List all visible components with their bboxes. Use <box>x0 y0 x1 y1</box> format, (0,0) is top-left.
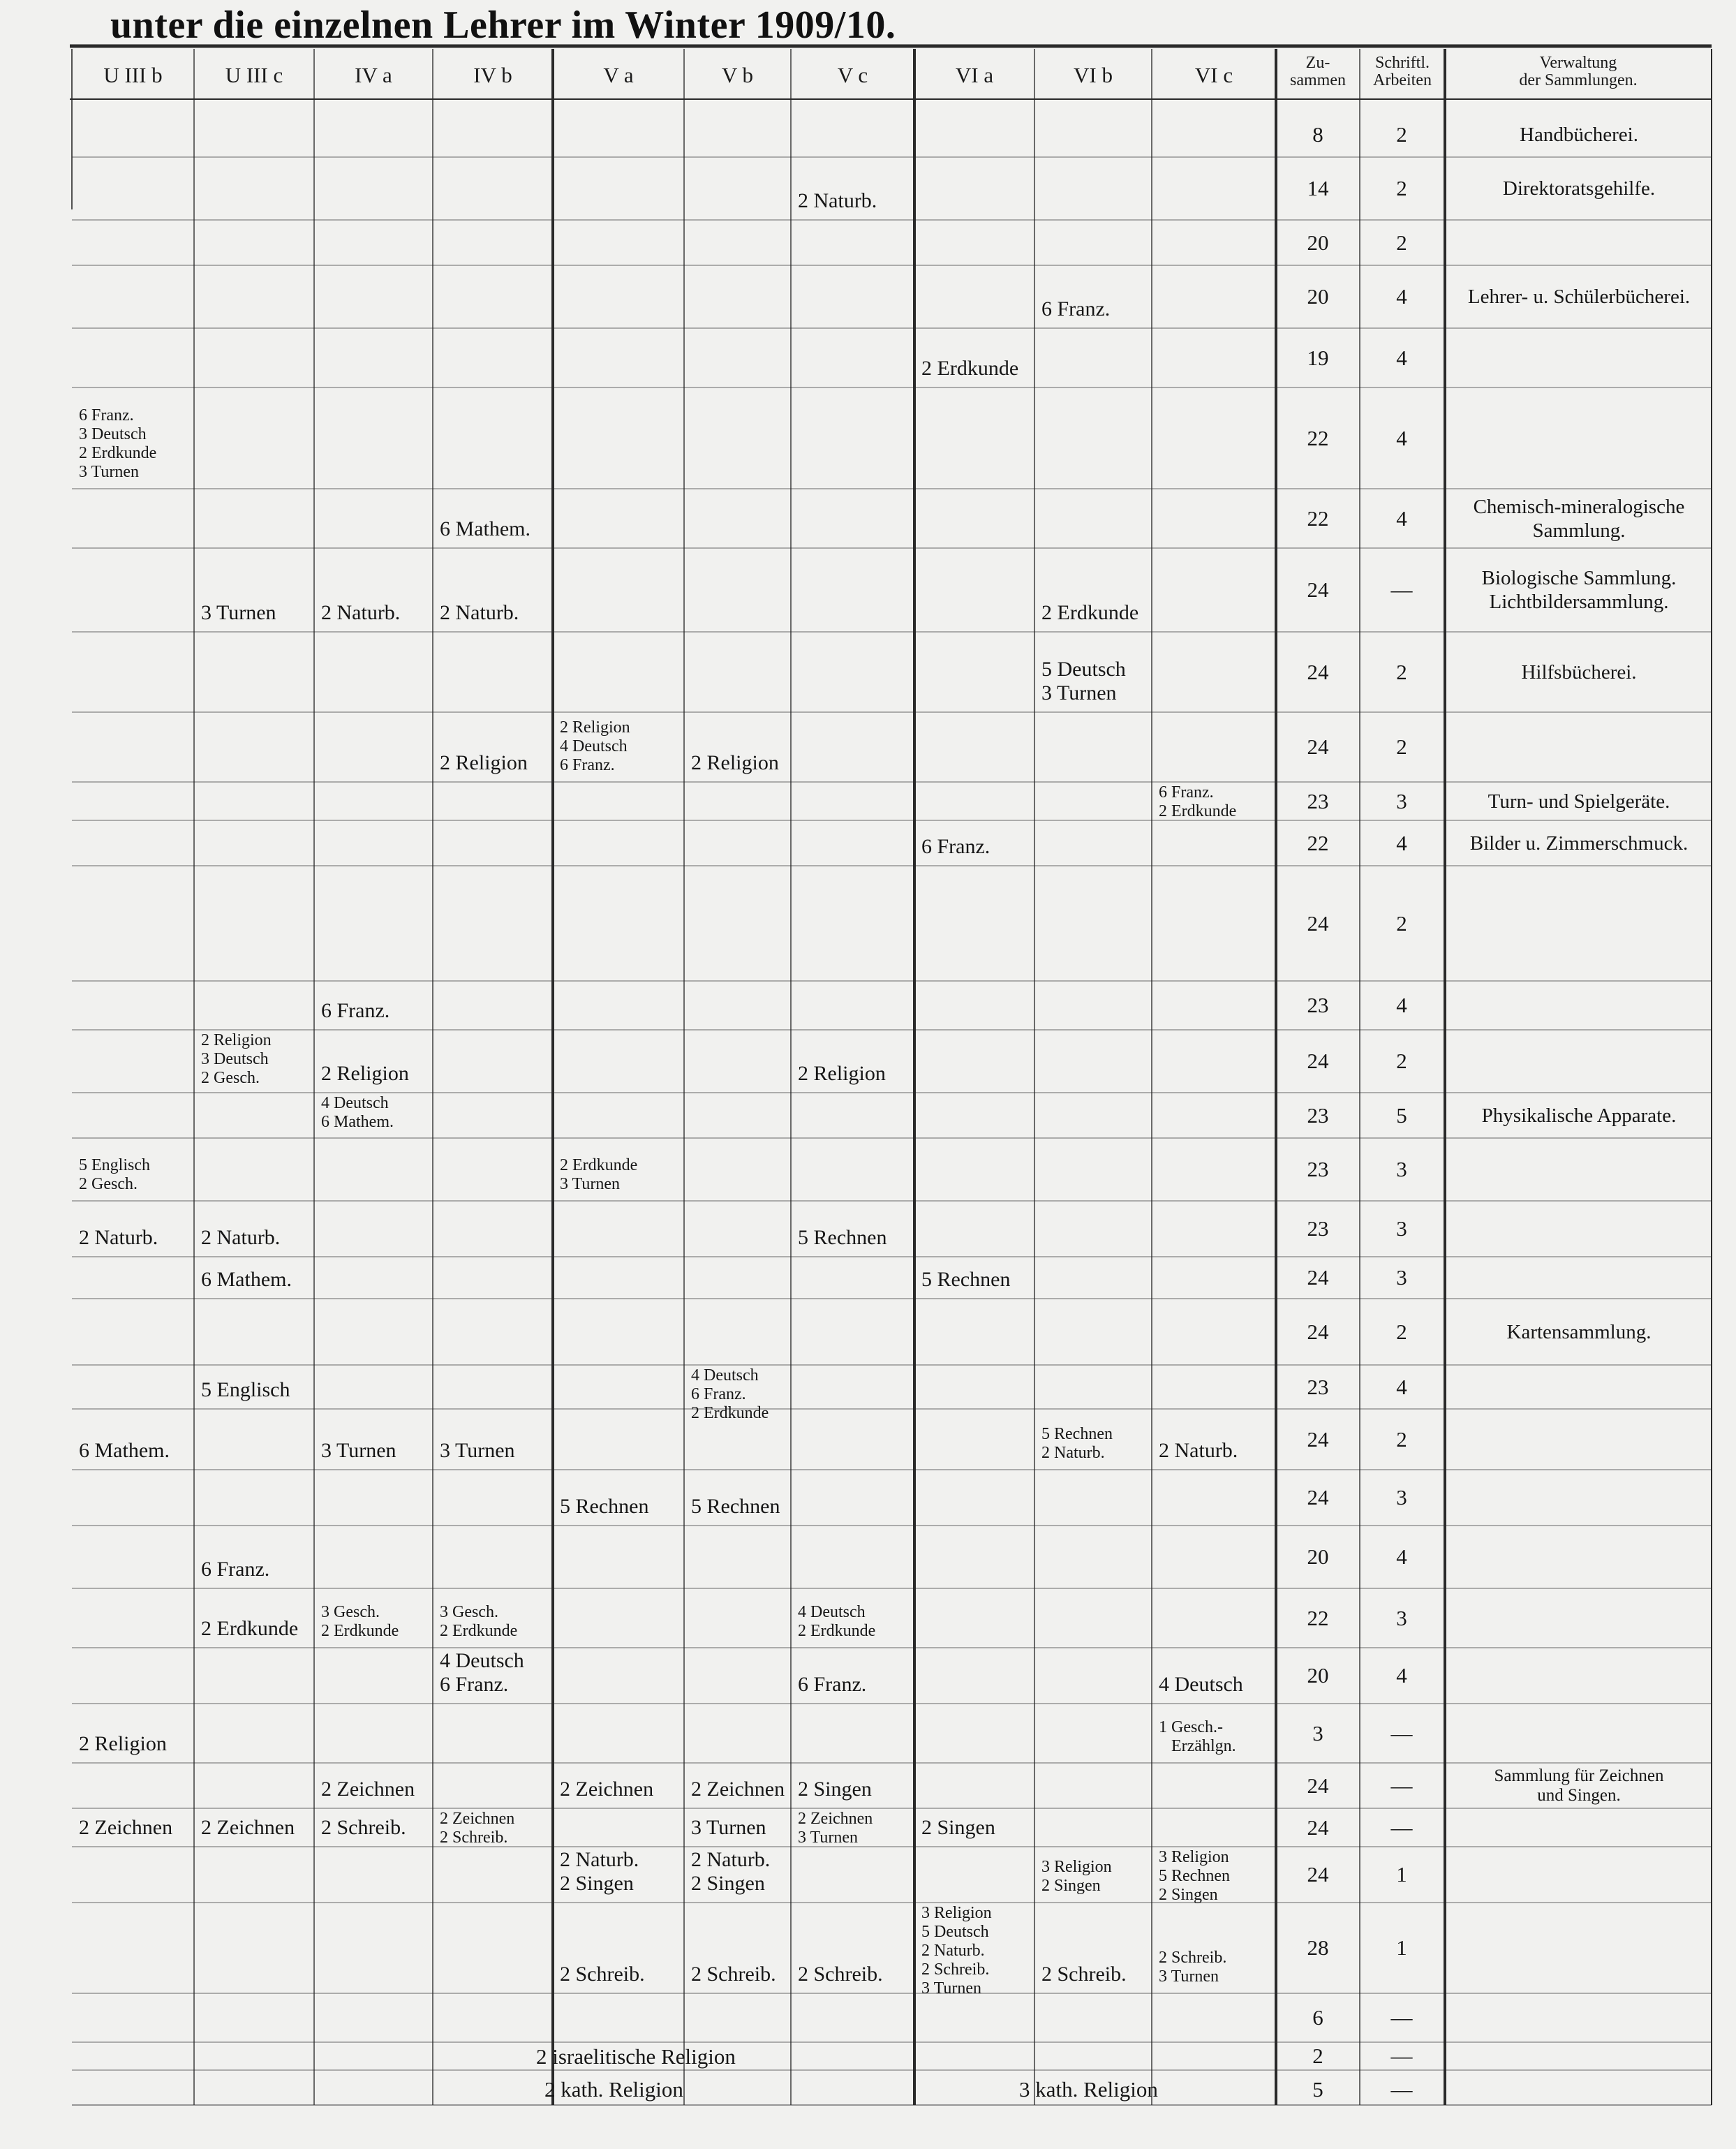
table-cell: 6 Franz. <box>798 1673 867 1696</box>
table-cell: 2 Schreib. <box>321 1816 406 1839</box>
table-cell: 5 Rechnen <box>560 1495 649 1518</box>
collection-admin: Handbücherei. <box>1520 123 1638 146</box>
total-hours: 23 <box>1307 1216 1329 1241</box>
total-hours: 24 <box>1307 1773 1329 1798</box>
written-work-count: 2 <box>1396 1426 1407 1452</box>
total-hours: 22 <box>1307 425 1329 450</box>
collection-admin: Chemisch-mineralogische Sammlung. <box>1473 495 1685 542</box>
total-hours: 24 <box>1307 734 1329 759</box>
column-header: V c <box>837 63 868 87</box>
written-work-count: 4 <box>1396 425 1407 450</box>
written-work-count: — <box>1390 577 1413 602</box>
table-cell: 2 Singen <box>798 1778 872 1801</box>
written-work-count: 3 <box>1396 1605 1407 1630</box>
collection-admin: Direktoratsgehilfe. <box>1502 177 1656 200</box>
footer-catholic-religion-right: 3 kath. Religion <box>1019 2077 1158 2102</box>
table-cell: 2 Religion 3 Deutsch 2 Gesch. <box>201 1031 272 1087</box>
table-cell: 3 Religion 2 Singen <box>1041 1858 1112 1895</box>
written-work-count: 3 <box>1396 1265 1407 1290</box>
table-cell: 6 Franz. <box>201 1558 270 1581</box>
table-cell: 2 Erdkunde <box>1041 601 1139 624</box>
column-header: Schriftl. Arbeiten <box>1373 54 1432 89</box>
table-cell: 2 Naturb. 2 Singen <box>691 1848 771 1895</box>
collection-admin: Bilder u. Zimmerschmuck. <box>1469 832 1689 855</box>
total-hours: 22 <box>1307 1605 1329 1630</box>
written-work-count: 1 <box>1396 1862 1407 1886</box>
collection-admin: Turn- und Spielgeräte. <box>1488 790 1670 813</box>
table-cell: 4 Deutsch <box>1159 1673 1243 1696</box>
total-hours: 19 <box>1307 345 1329 370</box>
collection-admin: Sammlung für Zeichnen und Singen. <box>1494 1766 1664 1805</box>
total-hours: 14 <box>1307 176 1329 200</box>
written-work-count: 4 <box>1396 993 1407 1017</box>
table-cell: 2 Schreib. <box>1041 1963 1127 1986</box>
collection-admin: Hilfsbücherei. <box>1521 660 1637 684</box>
collection-admin: Kartensammlung. <box>1506 1320 1652 1343</box>
table-cell: 3 Turnen <box>201 601 276 624</box>
table-cell: 2 Schreib. <box>691 1963 776 1986</box>
written-work-count: 3 <box>1396 1485 1407 1509</box>
written-work-count: 4 <box>1396 505 1407 531</box>
written-work-count: 4 <box>1396 1544 1407 1569</box>
total-hours: 23 <box>1307 993 1329 1017</box>
total-hours: 23 <box>1307 788 1329 813</box>
table-cell: 6 Mathem. <box>201 1268 292 1291</box>
total-hours: 22 <box>1307 830 1329 855</box>
table-cell: 2 Religion <box>440 751 528 774</box>
table-cell: 2 Naturb. 2 Singen <box>560 1848 639 1895</box>
written-work-count: 1 <box>1396 1935 1407 1960</box>
table-cell: 2 Religion <box>798 1062 886 1085</box>
written-work-count: 3 <box>1396 788 1407 813</box>
table-cell: 2 Naturb. <box>321 601 401 624</box>
total-hours: 20 <box>1307 1663 1329 1688</box>
total-hours: 24 <box>1307 577 1329 602</box>
table-cell: 2 Erdkunde <box>201 1617 299 1640</box>
total-hours: 23 <box>1307 1102 1329 1128</box>
table-cell: 2 Schreib. <box>798 1963 883 1986</box>
table-cell: 3 Religion 5 Deutsch 2 Naturb. 2 Schreib. 3 Turnen <box>921 1904 992 1997</box>
table-cell: 2 Naturb. <box>798 189 877 212</box>
written-work-count: 4 <box>1396 830 1407 855</box>
table-cell: 6 Franz. 3 Deutsch 2 Erdkunde 3 Turnen <box>79 406 157 481</box>
table-cell: 5 Rechnen 2 Naturb. <box>1041 1425 1113 1462</box>
table-cell: 2 Erdkunde 3 Turnen <box>560 1156 638 1193</box>
table-cell: 2 Zeichnen <box>691 1778 785 1801</box>
table-cell: 5 Englisch 2 Gesch. <box>79 1156 150 1193</box>
column-header: VI c <box>1194 63 1233 87</box>
table-cell: 2 Zeichnen <box>201 1816 295 1839</box>
column-header: Zu- sammen <box>1290 54 1346 89</box>
table-cell: 4 Deutsch 6 Mathem. <box>321 1094 394 1131</box>
written-work-count: 5 <box>1396 1102 1407 1128</box>
table-cell: 6 Mathem. <box>440 517 531 540</box>
total-hours: 24 <box>1307 1426 1329 1452</box>
footer-israelite-religion: 2 israelitische Religion <box>536 2044 736 2069</box>
table-cell: 5 Rechnen <box>691 1495 780 1518</box>
column-header: VI a <box>955 63 994 87</box>
table-cell: 3 Religion 5 Rechnen 2 Singen <box>1159 1848 1230 1904</box>
column-header: Verwaltung der Sammlungen. <box>1519 54 1638 89</box>
table-cell: 6 Franz. <box>321 999 390 1022</box>
total-hours: 24 <box>1307 1319 1329 1344</box>
footer-catholic-religion-left: 2 kath. Religion <box>544 2077 683 2102</box>
written-work-count: — <box>1390 2044 1413 2068</box>
written-work-count: 4 <box>1396 284 1407 309</box>
table-cell: 2 Erdkunde <box>921 357 1019 380</box>
written-work-count: — <box>1390 1815 1413 1840</box>
column-header: V b <box>721 63 754 87</box>
total-hours: 23 <box>1307 1157 1329 1181</box>
table-cell: 2 Religion <box>79 1732 167 1755</box>
written-work-count: 2 <box>1396 230 1407 255</box>
column-header: VI b <box>1074 63 1113 87</box>
written-work-count: 2 <box>1396 176 1407 200</box>
table-cell: 6 Franz. <box>921 835 991 858</box>
total-hours: 28 <box>1307 1935 1329 1960</box>
total-hours: 20 <box>1307 284 1329 309</box>
written-work-count: — <box>1390 2077 1413 2102</box>
written-work-count: 3 <box>1396 1216 1407 1241</box>
table-cell: 3 Gesch. 2 Erdkunde <box>440 1603 518 1640</box>
table-cell: 3 Turnen <box>691 1816 766 1839</box>
column-header: IV b <box>473 63 512 87</box>
total-hours: 20 <box>1307 1544 1329 1569</box>
total-hours: 3 <box>1312 1720 1323 1745</box>
written-work-count: — <box>1390 2005 1413 2030</box>
total-hours: 2 <box>1312 2044 1323 2068</box>
page-title: unter die einzelnen Lehrer im Winter 1909/10. <box>110 3 896 47</box>
collection-admin: Biologische Sammlung. Lichtbildersammlung. <box>1481 567 1677 613</box>
table-cell: 2 Schreib. <box>560 1963 645 1986</box>
written-work-count: 4 <box>1396 345 1407 370</box>
table-cell: 2 Naturb. <box>79 1226 158 1249</box>
written-work-count: 2 <box>1396 1319 1407 1344</box>
written-work-count: 2 <box>1396 1049 1407 1073</box>
table-cell: 2 Naturb. <box>440 601 519 624</box>
table-cell: 6 Franz. <box>1041 297 1111 320</box>
column-header: V a <box>603 63 634 87</box>
total-hours: 24 <box>1307 1485 1329 1509</box>
table-cell: 2 Zeichnen <box>321 1778 415 1801</box>
total-hours: 23 <box>1307 1374 1329 1399</box>
written-work-count: 3 <box>1396 1157 1407 1181</box>
table-cell: 2 Singen <box>921 1816 995 1839</box>
column-header: IV a <box>355 63 392 87</box>
total-hours: 20 <box>1307 230 1329 255</box>
table-cell: 6 Mathem. <box>79 1439 170 1462</box>
table-cell: 2 Religion <box>321 1062 409 1085</box>
table-cell: 5 Rechnen <box>921 1268 1011 1291</box>
written-work-count: 2 <box>1396 659 1407 684</box>
collection-admin: Lehrer- u. Schülerbücherei. <box>1467 286 1691 308</box>
written-work-count: 4 <box>1396 1663 1407 1688</box>
table-cell: 6 Franz. 2 Erdkunde <box>1159 783 1237 820</box>
table-cell: 2 Schreib. 3 Turnen <box>1159 1949 1227 1986</box>
table-cell: 3 Turnen <box>440 1439 515 1462</box>
table-cell: 1 Gesch.- Erzählgn. <box>1159 1718 1236 1755</box>
column-header: U III c <box>225 63 283 87</box>
table-cell: 4 Deutsch 2 Erdkunde <box>798 1603 876 1640</box>
table-cell: 2 Religion 4 Deutsch 6 Franz. <box>560 718 630 774</box>
table-cell: 2 Zeichnen 3 Turnen <box>798 1810 873 1847</box>
total-hours: 24 <box>1307 659 1329 684</box>
written-work-count: — <box>1390 1773 1413 1798</box>
written-work-count: — <box>1390 1720 1413 1745</box>
table-cell: 5 Rechnen <box>798 1226 887 1249</box>
total-hours: 6 <box>1312 2005 1323 2030</box>
table-cell: 5 Englisch <box>201 1378 290 1401</box>
total-hours: 8 <box>1312 121 1323 147</box>
total-hours: 24 <box>1307 910 1329 936</box>
table-cell: 5 Deutsch 3 Turnen <box>1041 658 1126 704</box>
table-cell: 2 Zeichnen <box>79 1816 173 1839</box>
table-cell: 2 Naturb. <box>201 1226 281 1249</box>
table-cell: 4 Deutsch 6 Franz. 2 Erdkunde <box>691 1366 769 1422</box>
written-work-count: 2 <box>1396 910 1407 936</box>
collection-admin: Physikalische Apparate. <box>1481 1104 1677 1127</box>
written-work-count: 2 <box>1396 734 1407 759</box>
table-cell: 4 Deutsch 6 Franz. <box>440 1649 524 1696</box>
table-cell: 3 Gesch. 2 Erdkunde <box>321 1603 399 1640</box>
table-cell: 2 Religion <box>691 751 779 774</box>
table-cell: 2 Naturb. <box>1159 1439 1238 1462</box>
total-hours: 5 <box>1312 2077 1323 2102</box>
total-hours: 24 <box>1307 1815 1329 1840</box>
total-hours: 24 <box>1307 1862 1329 1886</box>
table-cell: 2 Zeichnen <box>560 1778 654 1801</box>
total-hours: 22 <box>1307 505 1329 531</box>
column-header: U III b <box>103 63 163 87</box>
written-work-count: 4 <box>1396 1374 1407 1399</box>
table-cell: 3 Turnen <box>321 1439 396 1462</box>
total-hours: 24 <box>1307 1265 1329 1290</box>
total-hours: 24 <box>1307 1049 1329 1073</box>
table-cell: 2 Zeichnen 2 Schreib. <box>440 1810 515 1847</box>
written-work-count: 2 <box>1396 121 1407 147</box>
